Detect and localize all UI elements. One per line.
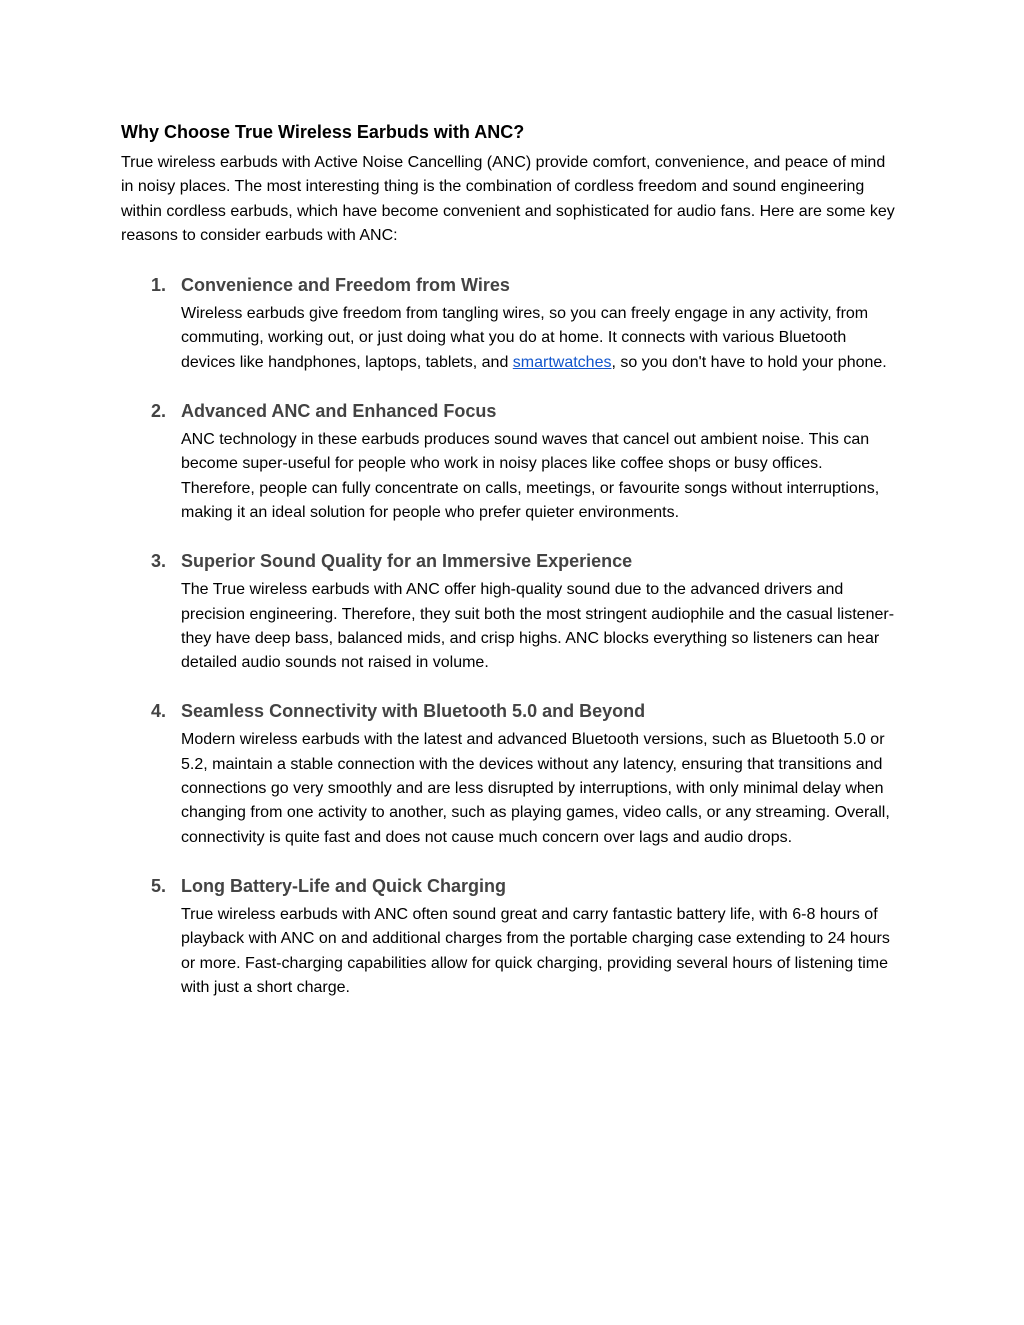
list-item [121, 270, 901, 375]
smartwatches-link[interactable]: smartwatches [512, 353, 612, 371]
list-item-heading: Superior Sound Quality for an Immersive Experience [181, 551, 633, 572]
list-item-heading: Seamless Connectivity with Bluetooth 5.0 and Beyond [181, 701, 646, 722]
reasons-list [121, 270, 901, 1000]
list-item [121, 546, 901, 675]
page-title: Why Choose True Wireless Earbuds with ANC? [121, 122, 525, 142]
list-item-number: 1. [151, 275, 167, 296]
list-item [121, 871, 901, 1000]
list-item-body: Modern wireless earbuds with the latest and advanced Bluetooth versions, such as Bluetooth 5.0 or 5.2, maintain a stable connection with the devices without any latency, ensuring that transitions and connections go very smoothly and are less disrupted by interruptions, with only minimal delay when changing from one activity to another, such as playing games, video calls, or any streaming. Overall, connectivity is quite fast and does not cause much concern over lags and audio drops. [181, 731, 890, 846]
list-item [121, 396, 901, 525]
intro-paragraph: True wireless earbuds with Active Noise Cancelling (ANC) provide comfort, convenience, and peace of mind in noisy places. The most interesting thing is the combination of cordless freedom and sound engineering within cordless earbuds, which have become convenient and sophisticated for audio fans. Here are some key reasons to consider earbuds with ANC: [121, 154, 895, 244]
list-item-number: 3. [151, 551, 167, 572]
list-item-body [181, 302, 896, 375]
body-text: , so you don't have to hold your phone. [611, 353, 887, 371]
list-item-body: True wireless earbuds with ANC often sound great and carry fantastic battery life, with 6-8 hours of playback with ANC on and additional charges from the portable charging case extending to 24 hours or more. Fast-charging capabilities allow for quick charging, providing several hours of listening time with just a short charge. [181, 905, 890, 996]
list-item-number: 5. [151, 875, 167, 896]
list-item [121, 696, 901, 849]
list-item-heading: Long Battery-Life and Quick Charging [181, 875, 507, 896]
list-item-number: 4. [151, 701, 167, 722]
document-page [121, 118, 901, 1000]
list-item-number: 2. [151, 401, 167, 422]
list-item-body: ANC technology in these earbuds produces sound waves that cancel out ambient noise. This can become super-useful for people who work in noisy places like coffee shops or busy offices. Therefore, people can fully concentrate on calls, meetings, or favourite songs without interruptions, making it an ideal solution for people who prefer quieter environments. [181, 431, 880, 521]
list-item-heading: Convenience and Freedom from Wires [181, 275, 510, 296]
list-item-heading: Advanced ANC and Enhanced Focus [181, 401, 497, 422]
body-text: Wireless earbuds give freedom from tangling wires, so you can freely engage in any activity, from commuting, working out, or just doing what you do at home. It connects with various Bluetooth devices like handphones, laptops, tablets, and [181, 305, 869, 371]
list-item-body: The True wireless earbuds with ANC offer high-quality sound due to the advanced drivers and precision engineering. Therefore, they suit both the most stringent audiophile and the casual listener-they have deep bass, balanced mids, and crisp highs. ANC blocks everything so listeners can hear detailed audio sounds not raised in volume. [181, 581, 895, 672]
